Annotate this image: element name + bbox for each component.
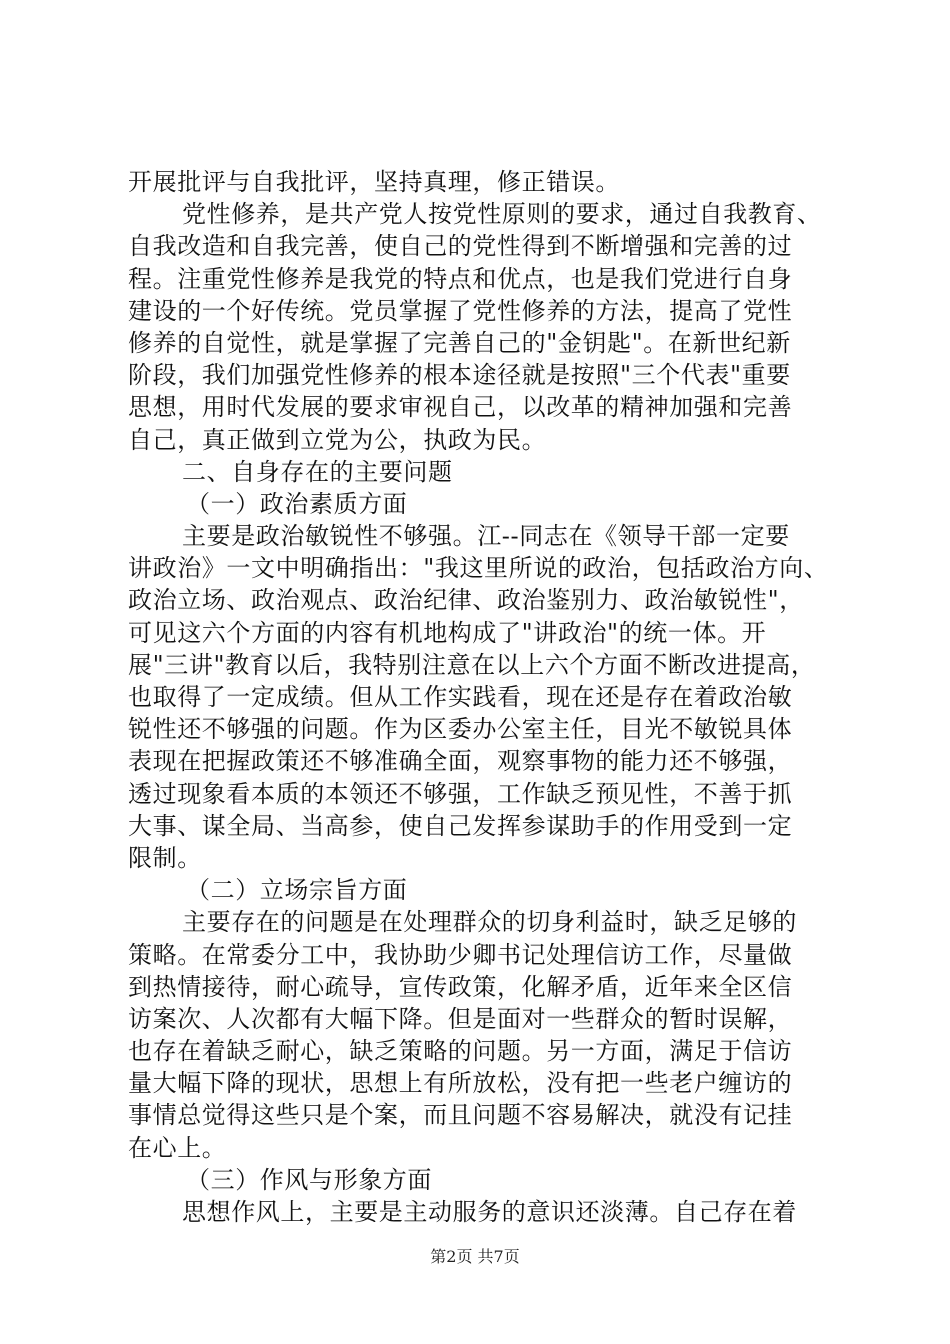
- text-line: 限制。: [128, 843, 202, 872]
- text-line: 量大幅下降的现状，思想上有所放松，没有把一些老户缠访的: [128, 1069, 793, 1098]
- text-line: 思想，用时代发展的要求审视自己，以改革的精神加强和完善: [128, 393, 793, 422]
- text-line: 讲政治》一文中明确指出："我这里所说的政治，包括政治方向、: [128, 554, 829, 583]
- paragraph-start-line: 主要存在的问题是在处理群众的切身利益时，缺乏足够的: [182, 908, 797, 937]
- text-line: 修养的自觉性，就是掌握了完善自己的"金钥匙"。在新世纪新: [128, 328, 791, 357]
- text-line: 政治立场、政治观点、政治纪律、政治鉴别力、政治敏锐性"，: [128, 586, 804, 615]
- subsection-heading: （二）立场宗旨方面: [186, 876, 408, 905]
- text-line: 策略。在常委分工中，我协助少卿书记处理信访工作，尽量做: [128, 940, 793, 969]
- page-number-footer: 第2页 共7页: [430, 1247, 520, 1266]
- document-body: [128, 166, 828, 1228]
- text-line: 自我改造和自我完善，使自己的党性得到不断增强和完善的过: [128, 232, 793, 261]
- text-line: 到热情接待，耐心疏导，宣传政策，化解矛盾，近年来全区信: [128, 972, 793, 1001]
- paragraph-start-line: 党性修养，是共产党人按党性原则的要求，通过自我教育、: [182, 200, 822, 229]
- text-line: 也取得了一定成绩。但从工作实践看，现在还是存在着政治敏: [128, 683, 793, 711]
- text-line: 建设的一个好传统。党员掌握了党性修养的方法，提高了党性: [128, 296, 793, 325]
- text-line: 在心上。: [128, 1133, 227, 1162]
- subsection-heading: （三）作风与形象方面: [186, 1165, 432, 1194]
- text-line: 也存在着缺乏耐心，缺乏策略的问题。另一方面，满足于信访: [128, 1037, 793, 1066]
- text-line: 表现在把握政策还不够准确全面，观察事物的能力还不够强，: [128, 747, 793, 776]
- text-line: 程。注重党性修养是我党的特点和优点，也是我们党进行自身: [128, 264, 793, 293]
- text-line: 锐性还不够强的问题。作为区委办公室主任，目光不敏锐具体: [128, 715, 793, 744]
- paragraph-start-line: 主要是政治敏锐性不够强。江--同志在《领导干部一定要: [182, 522, 790, 551]
- text-line: 事情总觉得这些只是个案，而且问题不容易解决，就没有记挂: [128, 1101, 793, 1130]
- text-line: 开展批评与自我批评，坚持真理，修正错误。: [128, 168, 620, 196]
- text-line: 阶段，我们加强党性修养的根本途径就是按照"三个代表"重要: [128, 361, 791, 390]
- text-line: 透过现象看本质的本领还不够强，工作缺乏预见性，不善于抓: [128, 779, 793, 808]
- text-line: 访案次、人次都有大幅下降。但是面对一些群众的暂时误解，: [128, 1004, 793, 1033]
- section-heading: 二、自身存在的主要问题: [182, 457, 453, 486]
- paragraph-start-line: 思想作风上，主要是主动服务的意识还淡薄。自己存在着: [182, 1198, 797, 1226]
- text-line: 自己，真正做到立党为公，执政为民。: [128, 425, 547, 454]
- subsection-heading: （一）政治素质方面: [186, 489, 408, 518]
- text-line: 展"三讲"教育以后，我特别注意在以上六个方面不断改进提高，: [128, 650, 816, 679]
- text-line: 可见这六个方面的内容有机地构成了"讲政治"的统一体。开: [128, 618, 767, 647]
- text-line: 大事、谋全局、当高参，使自己发挥参谋助手的作用受到一定: [128, 811, 793, 840]
